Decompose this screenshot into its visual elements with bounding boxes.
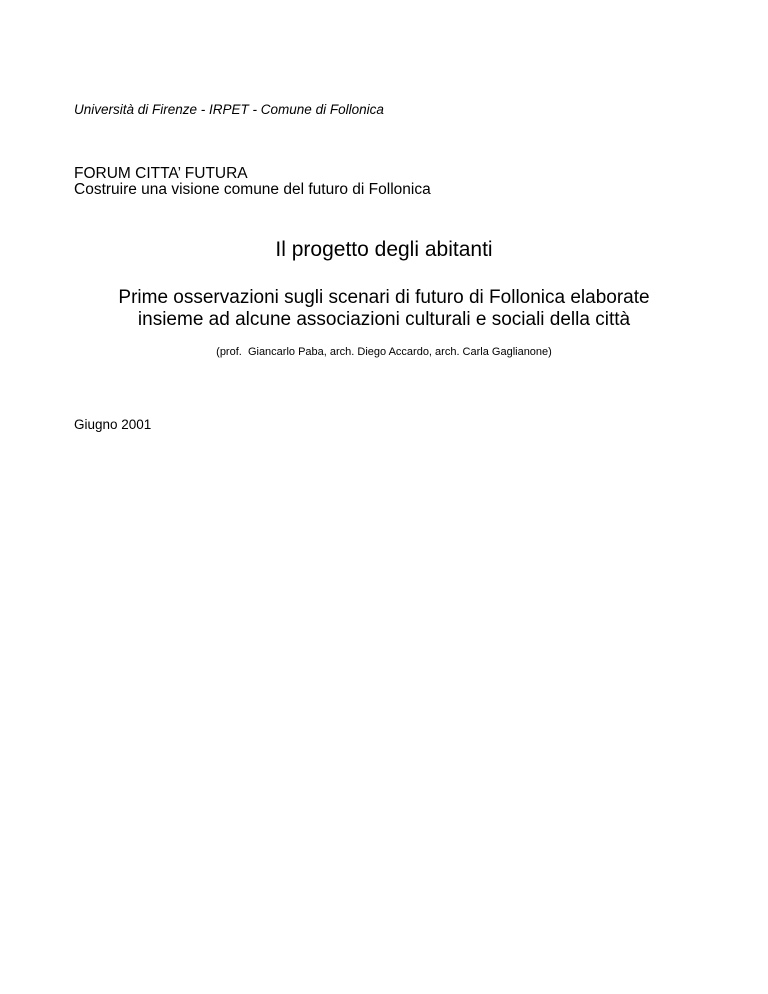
subtitle-line-1: Prime osservazioni sugli scenari di futuro di Follonica elaborate [118, 287, 650, 308]
document-title: Il progetto degli abitanti [275, 238, 493, 261]
document-subtitle [0, 287, 768, 331]
subtitle-line-2: insieme ad alcune associazioni culturali e sociali della città [137, 309, 631, 330]
authors-line: (prof. Giancarlo Paba, arch. Diego Accardo, arch. Carla Gaglianone) [216, 346, 552, 358]
document-date: Giugno 2001 [74, 417, 152, 432]
forum-subtitle: Costruire una visione comune del futuro di Follonica [74, 181, 431, 198]
forum-title: FORUM CITTA’ FUTURA [74, 165, 248, 182]
institutions-header: Università di Firenze - IRPET - Comune di Follonica [74, 102, 384, 117]
